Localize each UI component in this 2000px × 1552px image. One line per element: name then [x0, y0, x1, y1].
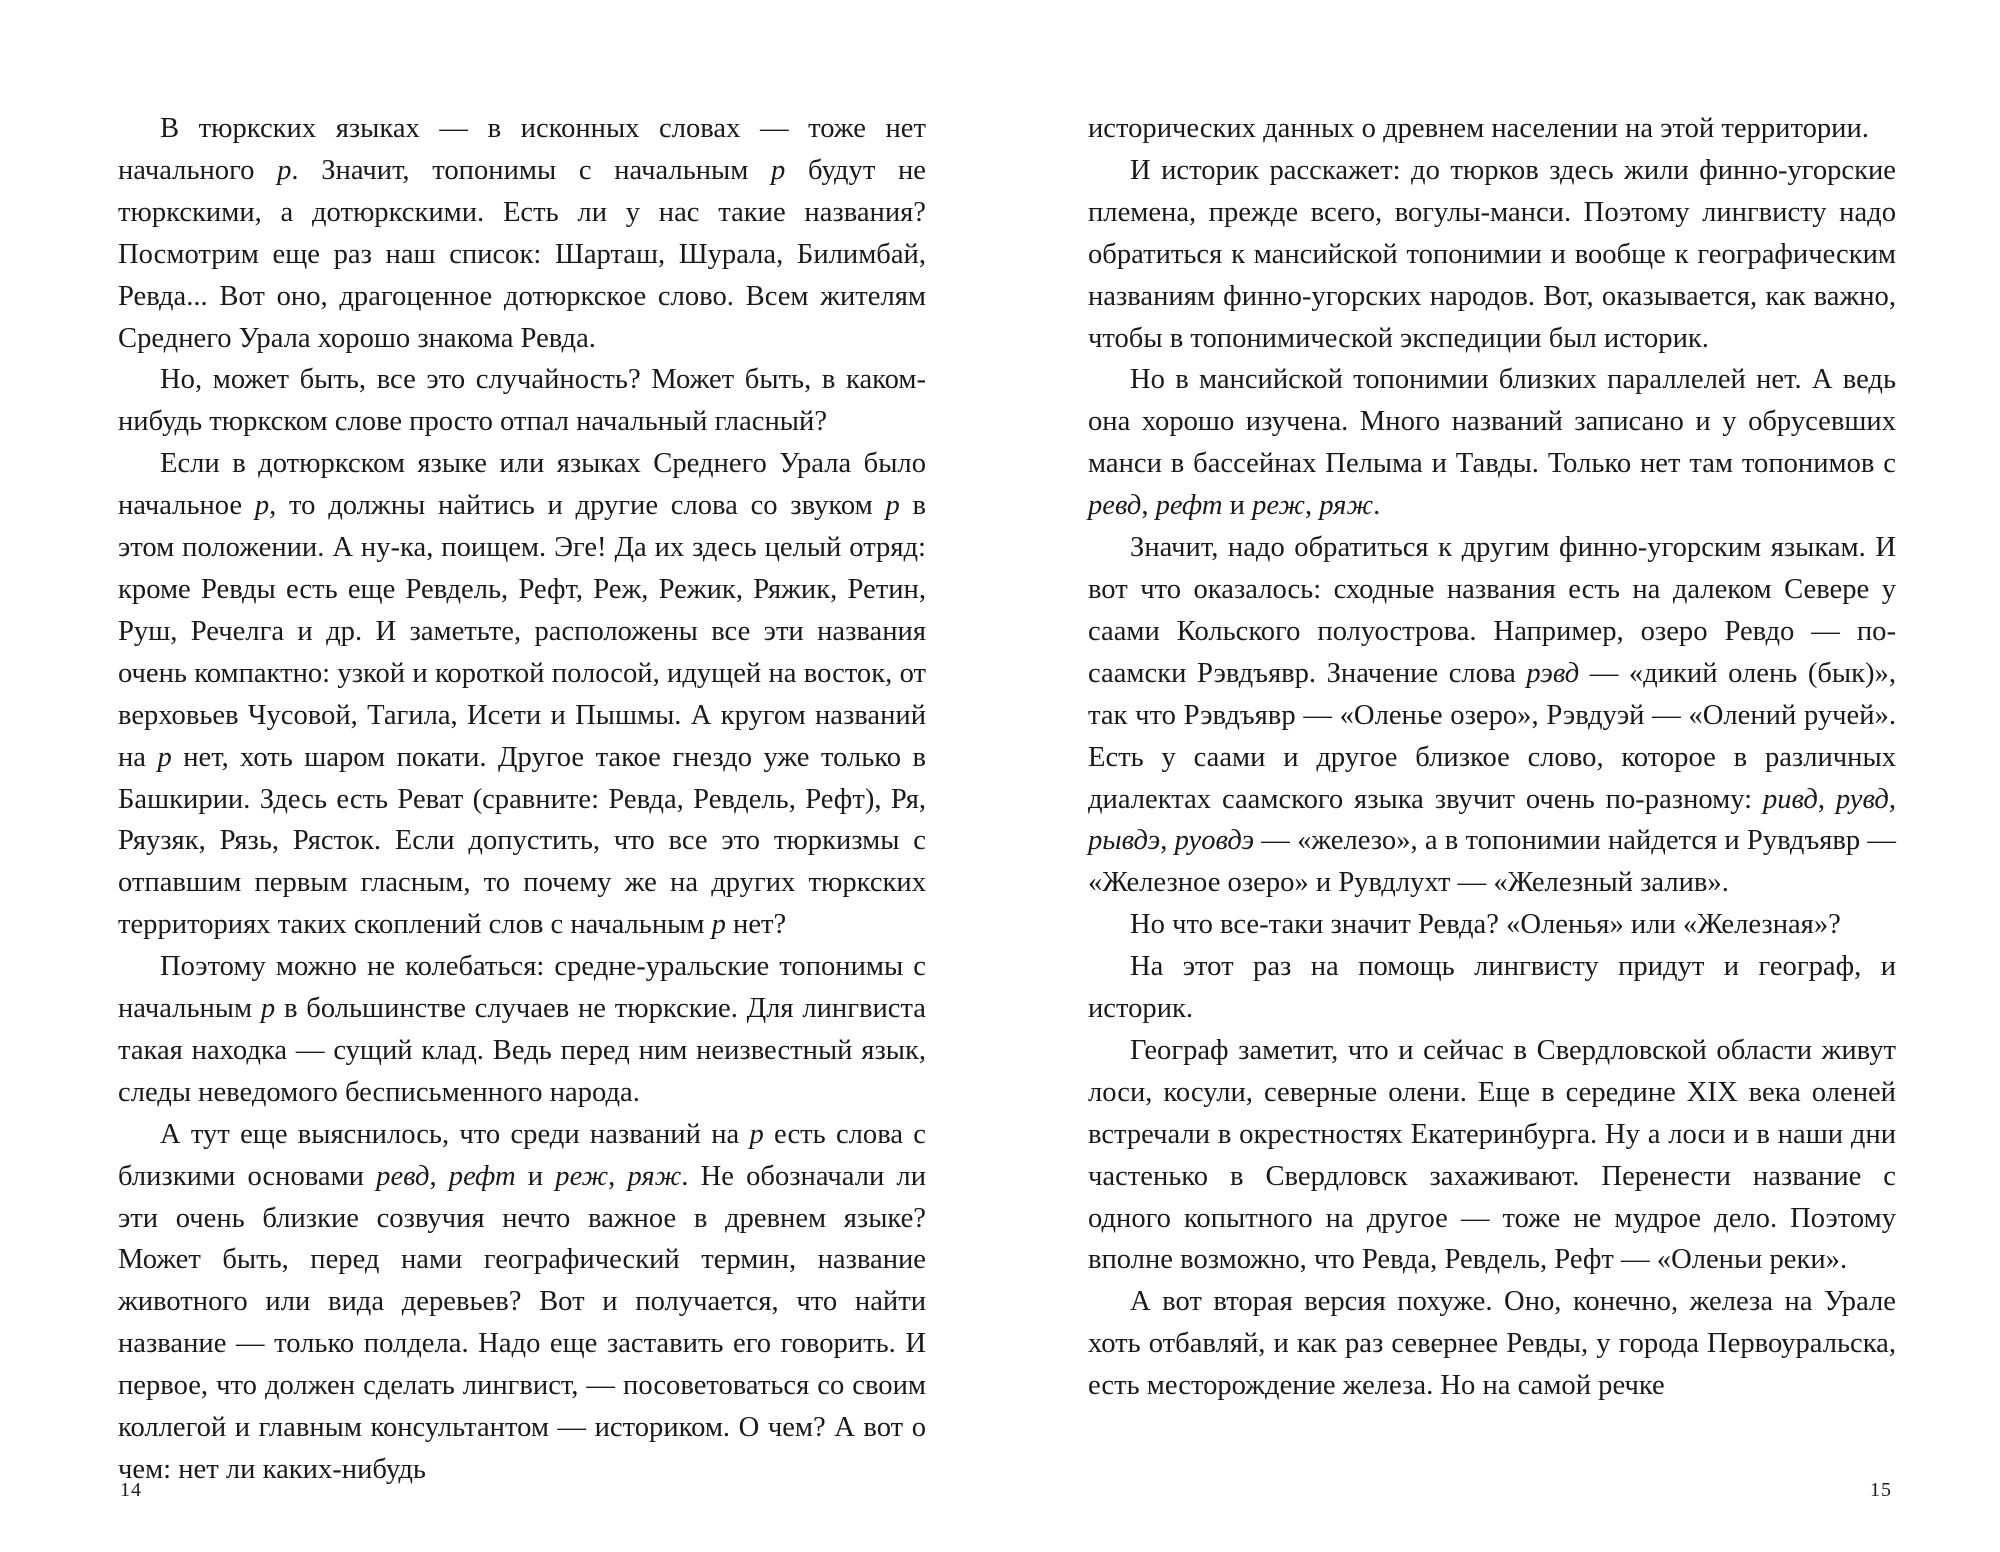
text-run: Но, может быть, все это случайность? Может быть, в каком-нибудь тюркском слове просто отпал начальный гласный? — [118, 364, 926, 438]
text-run: . Не обозначали ли эти очень близкие созвучия нечто важное в древнем языке? Может быть, перед нами географический термин, название животного или вида деревьев? Вот и получается, что найти название — только полдела. Надо еще заставить его говорить. И первое, что должен сделать лингвист, — посоветоваться со своим коллегой и главным консультантом — историком. О чем? А вот о чем: нет ли каких-нибудь — [118, 1160, 927, 1485]
text-run: . Значит, топонимы с начальным — [291, 154, 772, 186]
italic-term: ревд — [1088, 490, 1142, 522]
italic-term: р — [711, 909, 726, 941]
left-page — [118, 108, 926, 1491]
text-run: На этот раз на помощь лингвисту придут и географ, и историк. — [1088, 951, 1896, 1025]
text-run: А вот вторая версия похуже. Оно, конечно, железа на Урале хоть отбавляй, и как раз севернее Ревды, у города Первоуральска, есть месторождение железа. Но на самой речке — [1088, 1286, 1896, 1402]
text-run: А тут еще выяснилось, что среди названий на — [160, 1118, 750, 1150]
text-run: И историк расскажет: до тюрков здесь жили финно-угорские племена, прежде всего, вогулы-манси. Поэтому лингвисту надо обратиться к мансийской топонимии и вообще к географическим названиям финно-угорских народов. Вот, оказывается, как важно, чтобы в топонимической экспедиции был историк. — [1088, 154, 1896, 354]
text-run: , — [1141, 490, 1156, 522]
italic-term: ряж — [627, 1160, 682, 1192]
text-run: Если в дотюркском языке или языках Среднего Урала было начальное — [118, 448, 926, 522]
italic-term: р — [157, 741, 172, 773]
text-run: исторических данных о древнем населении на этой территории. — [1088, 113, 1869, 144]
italic-term: р — [771, 154, 786, 186]
paragraph — [118, 1114, 926, 1491]
italic-term: ряж — [1319, 490, 1374, 522]
italic-term: руовдэ — [1174, 825, 1255, 857]
italic-term: р — [885, 490, 900, 522]
text-run: , — [1304, 490, 1320, 522]
text-run: Но в мансийской топонимии близких параллелей нет. А ведь она хорошо изучена. Много названий записано и у обрусевших манси в бассейнах Пелыма и Тавды. Только нет там топонимов с — [1088, 364, 1896, 480]
italic-term: р — [254, 490, 270, 522]
page-number-right: 15 — [1870, 1479, 1892, 1501]
italic-term: рефт — [448, 1160, 516, 1192]
text-run: , — [608, 1160, 628, 1192]
text-run: нет? — [725, 909, 787, 941]
text-run: нет, хоть шаром покати. Другое такое гнездо уже только в Башкирии. Здесь есть Реват (сравните: Ревда, Ревдель, Рефт), Ря, Ряузяк, Рязь, Рясток. Если допустить, что все это тюркизмы с отпавшим первым гласным, то почему же на других тюркских территориях таких скоплений слов с начальным — [118, 741, 926, 941]
text-run: — «дикий олень (бык)», так что Рэвдъявр — «Оленье озеро», Рэвдуэй — «Олений ручей». Есть у саами и другое близкое слово, которое в различных диалектах саамского языка звучит очень по-разному: — [1088, 657, 1896, 815]
text-run: и — [1222, 490, 1253, 522]
paragraph — [118, 946, 926, 1114]
text-run: Географ заметит, что и сейчас в Свердловской области живут лоси, косули, северные олени. Еще в середине XIX века оленей встречали в окрестностях Екатеринбурга. Ну а лоси и в наши дни частенько в Свердловск захаживают. Перенести название с одного копытного на другое — тоже не мудрое дело. Поэтому вполне возможно, что Ревда, Ревдель, Рефт — «Оленьи реки». — [1088, 1034, 1896, 1276]
paragraph — [1088, 527, 1896, 904]
italic-term: рывдэ — [1088, 825, 1161, 857]
text-run: , — [1888, 783, 1896, 815]
text-run: , то должны найтись и другие слова со звуком — [269, 490, 886, 522]
italic-term: р — [277, 154, 292, 186]
text-run: , — [429, 1160, 449, 1192]
page-number-left: 14 — [120, 1479, 142, 1501]
text-run: в этом положении. А ну-ка, поищем. Эге! Да их здесь целый отряд: кроме Ревды есть еще Ревдель, Рефт, Реж, Режик, Ряжик, Ретин, Руш, Речелга и др. И заметьте, расположены все эти названия очень компактно: узкой и короткой полосой, идущей на восток, от верховьев Чусовой, Тагила, Исети и Пышмы. А кругом названий на — [118, 490, 926, 773]
italic-term: реж — [555, 1160, 609, 1192]
text-run: Поэтому можно не колебаться: средне-уральские топонимы с начальным — [118, 951, 926, 1025]
text-run: — «железо», а в топонимии найдется и Рувдъявр — «Железное озеро» и Рувдлухт — «Железный залив». — [1088, 825, 1896, 899]
text-run: Но что все-таки значит Ревда? «Оленья» или «Железная»? — [1130, 909, 1841, 941]
paragraph — [118, 359, 926, 443]
text-run: , — [1817, 783, 1836, 815]
text-run: , — [1160, 825, 1175, 857]
italic-term: р — [260, 993, 276, 1025]
paragraph-continued — [1088, 108, 1896, 150]
paragraph — [1088, 946, 1896, 1030]
paragraph — [1088, 150, 1896, 360]
right-page — [1088, 108, 1896, 1407]
italic-term: р — [749, 1118, 764, 1150]
paragraph — [118, 108, 926, 359]
paragraph — [1088, 1030, 1896, 1281]
text-run: в большинстве случаев не тюркские. Для лингвиста такая находка — сущий клад. Ведь перед ним неизвестный язык, следы неведомого бесписьменного народа. — [118, 993, 926, 1108]
paragraph — [1088, 359, 1896, 527]
paragraph — [1088, 1281, 1896, 1407]
text-run: будут не тюркскими, а дотюркскими. Есть ли у нас такие названия? Посмотрим еще раз наш список: Шарташ, Шурала, Билимбай, Ревда... Вот оно, драгоценное дотюркское слово. Всем жителям Среднего Урала хорошо знакома Ревда. — [118, 154, 926, 354]
italic-term: ревд — [376, 1160, 430, 1192]
italic-term: рувд — [1835, 783, 1889, 815]
text-run: . — [1373, 490, 1381, 522]
text-run: есть слова с близкими основами — [118, 1118, 926, 1192]
text-run: и — [515, 1160, 556, 1192]
paragraph — [118, 443, 926, 946]
text-run: В тюркских языках — в исконных словах — тоже нет начального — [118, 113, 926, 186]
italic-term: реж — [1252, 490, 1305, 522]
italic-term: рефт — [1155, 490, 1223, 522]
italic-term: ривд — [1762, 783, 1818, 815]
paragraph — [1088, 904, 1896, 946]
italic-term: рэвд — [1526, 657, 1580, 689]
text-run: Значит, надо обратиться к другим финно-угорским языкам. И вот что оказалось: сходные названия есть на далеком Севере у саами Кольского полуострова. Например, озеро Ревдо — по-саамски Рэвдъявр. Значение слова — [1088, 532, 1896, 689]
